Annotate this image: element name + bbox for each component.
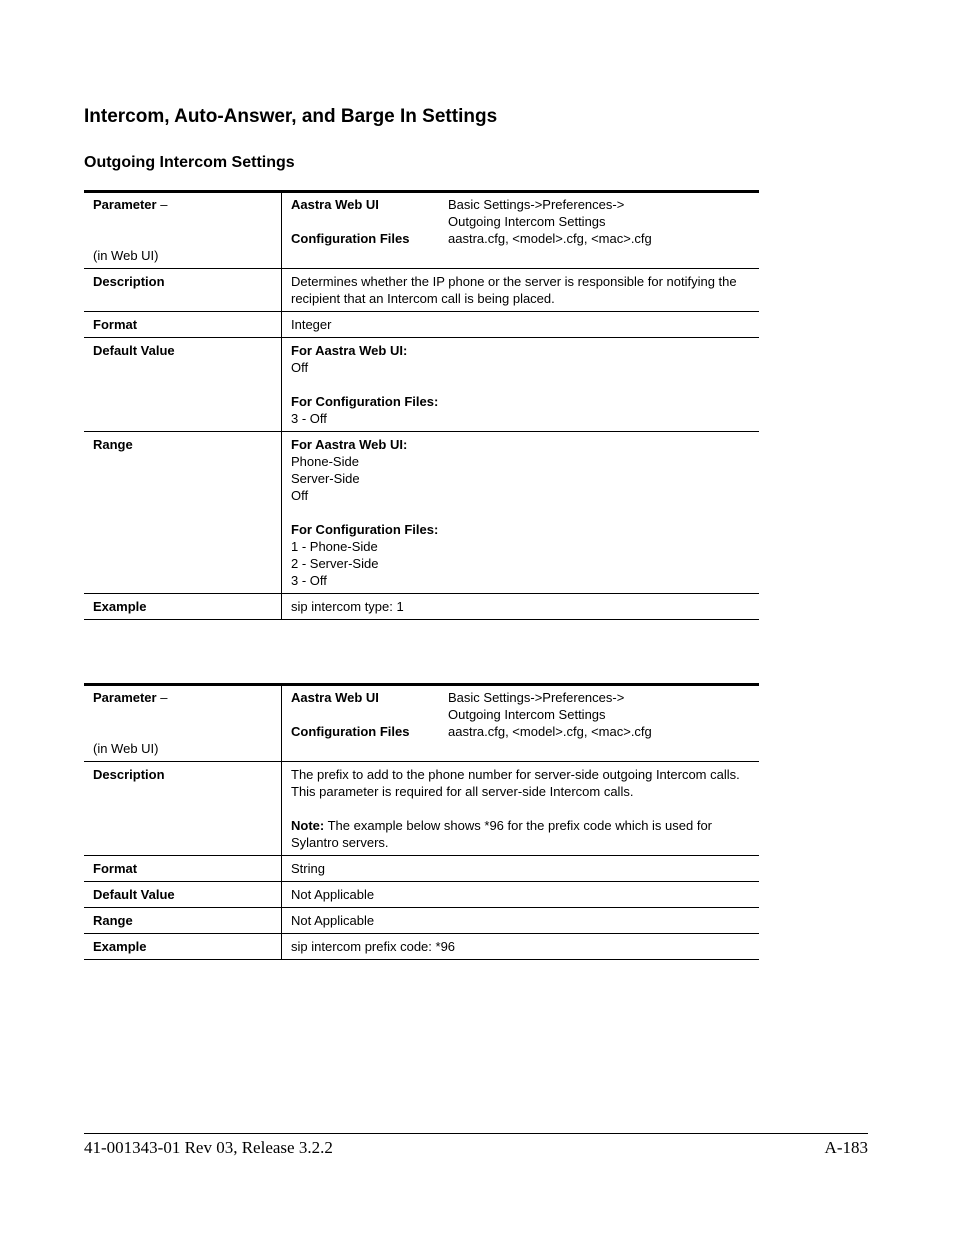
- table-row-format: [84, 856, 759, 882]
- default-web-value: Off: [291, 360, 309, 375]
- table-row-format: [84, 312, 759, 338]
- table-row-default: [84, 882, 759, 908]
- range-web-value: Off: [291, 488, 309, 503]
- web-ui-path-1: Basic Settings->Preferences->: [448, 690, 625, 705]
- web-ui-value: [448, 196, 750, 230]
- parameter-dash: –: [156, 197, 168, 212]
- range-web-heading: For Aastra Web UI:: [291, 437, 408, 452]
- footer-page-number: A-183: [824, 1138, 868, 1157]
- description-note: [291, 817, 750, 851]
- web-ui-path-2: Outgoing Intercom Settings: [448, 214, 606, 229]
- config-files-value: aastra.cfg, <model>.cfg, <mac>.cfg: [448, 724, 652, 739]
- config-files-key: Configuration Files: [291, 231, 410, 246]
- range-cfg-value: 2 - Server-Side: [291, 556, 379, 571]
- table-row-range: [84, 908, 759, 934]
- parameter-table-intercom-type: [84, 190, 759, 620]
- format-label: Format: [84, 856, 282, 882]
- table-row-default: [84, 338, 759, 432]
- table-row-description: [84, 762, 759, 856]
- range-cfg-value: 3 - Off: [291, 573, 327, 588]
- description-label: Description: [84, 762, 282, 856]
- range-cfg-value: 1 - Phone-Side: [291, 539, 378, 554]
- parameter-dash: –: [156, 690, 168, 705]
- range-cfg-heading: For Configuration Files:: [291, 522, 439, 537]
- description-value-cell: [282, 762, 760, 856]
- description-label: Description: [84, 269, 282, 312]
- note-text: The example below shows *96 for the prefix code which is used for Sylantro servers.: [291, 818, 713, 850]
- range-label: Range: [84, 908, 282, 934]
- default-label: Default Value: [84, 338, 282, 432]
- example-value: sip intercom prefix code: *96: [282, 934, 760, 960]
- web-ui-key: Aastra Web UI: [291, 197, 379, 212]
- range-value: Not Applicable: [282, 908, 760, 934]
- config-files-key: Configuration Files: [291, 724, 410, 739]
- default-cfg-heading: For Configuration Files:: [291, 394, 439, 409]
- footer-divider: [84, 1133, 868, 1134]
- format-label: Format: [84, 312, 282, 338]
- default-web-heading: For Aastra Web UI:: [291, 343, 408, 358]
- footer-document-id: 41-001343-01 Rev 03, Release 3.2.2: [84, 1138, 333, 1157]
- parameter-sub-label: (in Web UI): [93, 741, 159, 756]
- default-value: Not Applicable: [282, 882, 760, 908]
- parameter-sub-label: (in Web UI): [93, 248, 159, 263]
- web-ui-value: [448, 689, 750, 723]
- table-row-parameter: [84, 192, 759, 269]
- parameter-label-cell: [84, 192, 282, 269]
- note-label: Note:: [291, 818, 325, 833]
- parameter-label: Parameter: [93, 690, 157, 705]
- table-row-range: [84, 432, 759, 594]
- parameter-value-cell: [282, 685, 760, 762]
- subsection-title: Outgoing Intercom Settings: [84, 154, 295, 171]
- format-value: String: [282, 856, 760, 882]
- table-row-example: [84, 934, 759, 960]
- parameter-label-cell: [84, 685, 282, 762]
- parameter-table-intercom-prefix: [84, 683, 759, 960]
- example-label: Example: [84, 934, 282, 960]
- default-cfg-value: 3 - Off: [291, 411, 327, 426]
- web-ui-path-1: Basic Settings->Preferences->: [448, 197, 625, 212]
- range-value-cell: [282, 432, 760, 594]
- range-web-value: Server-Side: [291, 471, 360, 486]
- format-value: Integer: [282, 312, 760, 338]
- default-label: Default Value: [84, 882, 282, 908]
- description-value: The prefix to add to the phone number for server-side outgoing Intercom calls. This parameter is required for all server-side Intercom calls.: [291, 767, 740, 799]
- parameter-label: Parameter: [93, 197, 157, 212]
- config-files-value: aastra.cfg, <model>.cfg, <mac>.cfg: [448, 231, 652, 246]
- range-label: Range: [84, 432, 282, 594]
- table-row-example: [84, 594, 759, 620]
- parameter-value-cell: [282, 192, 760, 269]
- table-row-parameter: [84, 685, 759, 762]
- section-title: Intercom, Auto-Answer, and Barge In Settings: [84, 106, 498, 127]
- example-value: sip intercom type: 1: [282, 594, 760, 620]
- example-label: Example: [84, 594, 282, 620]
- default-value-cell: [282, 338, 760, 432]
- web-ui-path-2: Outgoing Intercom Settings: [448, 707, 606, 722]
- description-value: Determines whether the IP phone or the server is responsible for notifying the recipient that an Intercom call is being placed.: [282, 269, 760, 312]
- table-row-description: [84, 269, 759, 312]
- range-web-value: Phone-Side: [291, 454, 359, 469]
- web-ui-key: Aastra Web UI: [291, 690, 379, 705]
